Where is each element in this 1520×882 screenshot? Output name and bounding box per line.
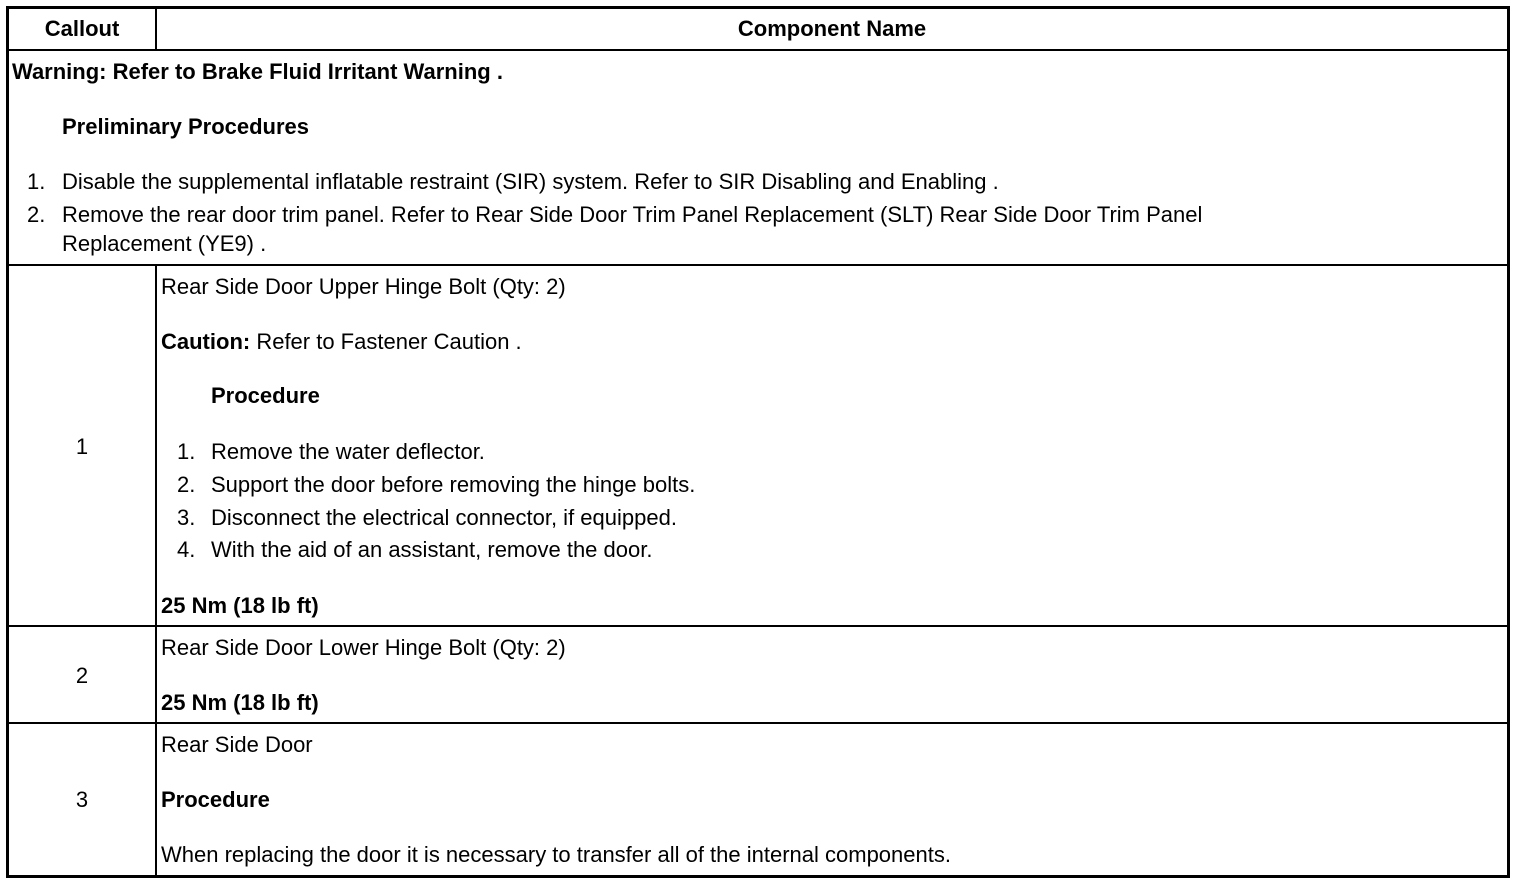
step-4-text: With the aid of an assistant, remove the door. bbox=[211, 537, 653, 562]
header-component-name: Component Name bbox=[737, 16, 927, 41]
step-3-number: 3. bbox=[177, 505, 196, 530]
component-name: Rear Side Door Upper Hinge Bolt (Qty: 2) bbox=[161, 274, 566, 299]
procedure-note: When replacing the door it is necessary to transfer all of the internal components. bbox=[161, 842, 951, 867]
component-name: Rear Side Door Lower Hinge Bolt (Qty: 2) bbox=[161, 635, 566, 660]
prelim-step-1-text: Disable the supplemental inflatable restraint (SIR) system. Refer to SIR Disabling and Enabling . bbox=[62, 169, 999, 194]
step-3-text: Disconnect the electrical connector, if equipped. bbox=[211, 505, 677, 530]
row-divider bbox=[9, 722, 1507, 724]
section-divider bbox=[9, 264, 1507, 266]
callout-number: 2 bbox=[75, 663, 89, 688]
step-2-number: 2. bbox=[177, 472, 196, 497]
procedure-title: Procedure bbox=[211, 383, 320, 408]
step-2-text: Support the door before removing the hinge bolts. bbox=[211, 472, 696, 497]
caution-note bbox=[161, 329, 522, 355]
caution-label: Caution: bbox=[161, 329, 251, 354]
step-1-text: Remove the water deflector. bbox=[211, 439, 485, 464]
procedure-title: Procedure bbox=[161, 787, 270, 812]
row-divider bbox=[9, 625, 1507, 627]
prelim-step-1-number: 1. bbox=[27, 169, 46, 194]
step-4-number: 4. bbox=[177, 537, 196, 562]
preliminary-title: Preliminary Procedures bbox=[62, 114, 310, 139]
header-column-divider bbox=[155, 9, 157, 49]
torque-spec: 25 Nm (18 lb ft) bbox=[161, 593, 319, 618]
prelim-step-2-text-line2: Replacement (YE9) . bbox=[62, 231, 267, 256]
body-column-divider bbox=[155, 264, 157, 875]
caution-text: Refer to Fastener Caution . bbox=[250, 329, 522, 354]
warning-text: Warning: Refer to Brake Fluid Irritant Warning . bbox=[12, 59, 503, 84]
header-callout: Callout bbox=[44, 16, 120, 41]
prelim-step-2-text-line1: Remove the rear door trim panel. Refer to Rear Side Door Trim Panel Replacement (SLT) Rear Side Door Trim Panel bbox=[62, 202, 1203, 227]
prelim-step-2-number: 2. bbox=[27, 202, 46, 227]
torque-spec: 25 Nm (18 lb ft) bbox=[161, 690, 319, 715]
header-divider bbox=[9, 49, 1507, 51]
component-table bbox=[6, 6, 1510, 878]
callout-number: 1 bbox=[75, 434, 89, 459]
component-name: Rear Side Door bbox=[161, 732, 313, 757]
step-1-number: 1. bbox=[177, 439, 196, 464]
callout-number: 3 bbox=[75, 787, 89, 812]
